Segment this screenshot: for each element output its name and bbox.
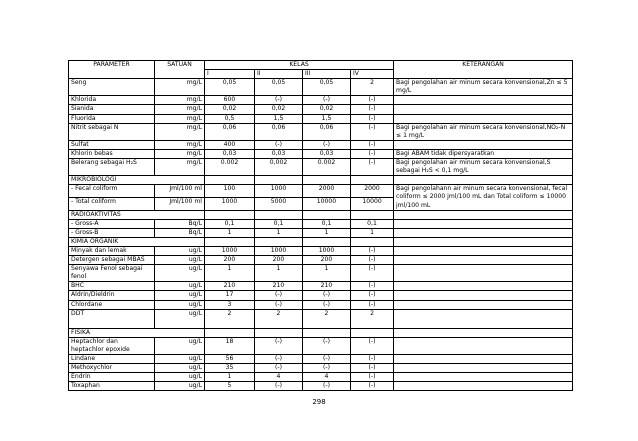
- unit-cell: mg/L: [155, 149, 205, 158]
- unit-cell: mg/L: [155, 105, 205, 114]
- class-1-cell: 2: [205, 309, 255, 328]
- note-cell: [394, 114, 573, 123]
- table-row: [69, 149, 573, 158]
- class-1-cell: 1000: [205, 197, 255, 210]
- parameter-cell: Heptachlor dan heptachlor epoxide: [69, 337, 155, 354]
- class-4-cell: 2000: [351, 185, 394, 198]
- class-3-cell: 0,1: [303, 219, 351, 228]
- parameter-cell: Belerang sebagai H₂S: [69, 159, 155, 176]
- parameter-cell: Methoxychlor: [69, 364, 155, 373]
- parameter-cell: Minyak dan lemak: [69, 246, 155, 255]
- table-row: [69, 373, 573, 382]
- parameter-cell: Sulfat: [69, 140, 155, 149]
- class-2-cell: 0,02: [255, 105, 303, 114]
- class-4-cell: (-): [351, 114, 394, 123]
- class-2-cell: (-): [255, 354, 303, 363]
- empty-cell: [303, 176, 351, 185]
- section-title: RADIOAKTIVITAS: [69, 210, 205, 219]
- note-cell: [394, 364, 573, 373]
- empty-cell: [394, 237, 573, 246]
- class-1-cell: 210: [205, 282, 255, 291]
- parameter-cell: Sianida: [69, 105, 155, 114]
- parameter-cell: Seng: [69, 79, 155, 96]
- class-2-cell: 1000: [255, 246, 303, 255]
- parameter-cell: Endrin: [69, 373, 155, 382]
- class-1-cell: 18: [205, 337, 255, 354]
- empty-cell: [351, 176, 394, 185]
- class-2-cell: 1: [255, 228, 303, 237]
- water-quality-table-sheet: [68, 60, 572, 391]
- class-1-cell: 3: [205, 300, 255, 309]
- class-4-cell: (-): [351, 140, 394, 149]
- class-1-cell: 1: [205, 228, 255, 237]
- table-row: [69, 219, 573, 228]
- class-3-cell: 1: [303, 228, 351, 237]
- class-4-cell: 0,1: [351, 219, 394, 228]
- header-class-3: III: [303, 70, 351, 79]
- unit-cell: ug/L: [155, 364, 205, 373]
- parameter-cell: Aldrin/Dieldrin: [69, 291, 155, 300]
- table-row: [69, 79, 573, 96]
- empty-cell: [205, 237, 255, 246]
- empty-cell: [255, 237, 303, 246]
- class-1-cell: 35: [205, 364, 255, 373]
- header-class-2: II: [255, 70, 303, 79]
- unit-cell: mg/L: [155, 96, 205, 105]
- note-cell: [394, 228, 573, 237]
- section-title: MIKROBIOLOGI: [69, 176, 205, 185]
- note-cell: [394, 300, 573, 309]
- section-title: FISIKA: [69, 328, 205, 337]
- class-3-cell: 1,5: [303, 114, 351, 123]
- section-header-row: [69, 210, 573, 219]
- note-cell: [394, 291, 573, 300]
- empty-cell: [394, 328, 573, 337]
- empty-cell: [351, 328, 394, 337]
- class-2-cell: (-): [255, 382, 303, 391]
- empty-cell: [255, 328, 303, 337]
- unit-cell: mg/L: [155, 123, 205, 140]
- table-row: [69, 354, 573, 363]
- class-3-cell: (-): [303, 364, 351, 373]
- class-3-cell: (-): [303, 96, 351, 105]
- unit-cell: ug/L: [155, 309, 205, 328]
- unit-cell: mg/L: [155, 79, 205, 96]
- class-3-cell: (-): [303, 291, 351, 300]
- class-4-cell: (-): [351, 159, 394, 176]
- note-cell: Bagi pengolahan air minum secara konvensional,S sebagai H₂S < 0,1 mg/L: [394, 159, 573, 176]
- empty-cell: [394, 176, 573, 185]
- empty-cell: [205, 176, 255, 185]
- class-1-cell: 0.002: [205, 159, 255, 176]
- class-4-cell: (-): [351, 282, 394, 291]
- class-3-cell: 0,05: [303, 79, 351, 96]
- class-3-cell: 2000: [303, 185, 351, 198]
- class-4-cell: (-): [351, 382, 394, 391]
- empty-cell: [255, 176, 303, 185]
- table-row: [69, 185, 573, 198]
- class-3-cell: (-): [303, 140, 351, 149]
- class-2-cell: 2: [255, 309, 303, 328]
- parameter-cell: Detergen sebagai MBAS: [69, 256, 155, 265]
- section-header-row: [69, 237, 573, 246]
- class-4-cell: (-): [351, 256, 394, 265]
- unit-cell: mg/L: [155, 159, 205, 176]
- table-row: [69, 140, 573, 149]
- parameter-cell: Nitrit sebagai N: [69, 123, 155, 140]
- table-row: [69, 228, 573, 237]
- note-cell: [394, 140, 573, 149]
- unit-cell: mg/L: [155, 114, 205, 123]
- table-row: [69, 282, 573, 291]
- class-2-cell: 1: [255, 265, 303, 282]
- water-quality-table: [68, 60, 573, 391]
- unit-cell: ug/L: [155, 282, 205, 291]
- table-row: [69, 291, 573, 300]
- class-2-cell: 1,5: [255, 114, 303, 123]
- page-number: 298: [312, 398, 326, 406]
- table-row: [69, 337, 573, 354]
- empty-cell: [255, 210, 303, 219]
- class-4-cell: (-): [351, 246, 394, 255]
- note-cell: [394, 282, 573, 291]
- class-4-cell: 2: [351, 309, 394, 328]
- class-4-cell: (-): [351, 96, 394, 105]
- note-cell: Bagi ABAM tidak dipersyaratkan: [394, 149, 573, 158]
- table-row: [69, 246, 573, 255]
- class-3-cell: 210: [303, 282, 351, 291]
- parameter-cell: Chlordane: [69, 300, 155, 309]
- class-3-cell: 0,06: [303, 123, 351, 140]
- class-4-cell: (-): [351, 149, 394, 158]
- class-1-cell: 5: [205, 382, 255, 391]
- table-row: [69, 364, 573, 373]
- note-cell: [394, 337, 573, 354]
- table-row: [69, 159, 573, 176]
- class-2-cell: 200: [255, 256, 303, 265]
- class-3-cell: (-): [303, 354, 351, 363]
- section-title: KIMIA ORGANIK: [69, 237, 205, 246]
- class-4-cell: 1: [351, 228, 394, 237]
- parameter-cell: DDT: [69, 309, 155, 328]
- table-row: [69, 309, 573, 328]
- class-4-cell: 2: [351, 79, 394, 96]
- note-cell: [394, 256, 573, 265]
- class-1-cell: 56: [205, 354, 255, 363]
- class-2-cell: 210: [255, 282, 303, 291]
- class-1-cell: 200: [205, 256, 255, 265]
- class-1-cell: 0,05: [205, 79, 255, 96]
- parameter-cell: - Gross-A: [69, 219, 155, 228]
- class-4-cell: (-): [351, 364, 394, 373]
- class-3-cell: 0,03: [303, 149, 351, 158]
- class-3-cell: 2: [303, 309, 351, 328]
- class-2-cell: 1000: [255, 185, 303, 198]
- note-cell: Bagi pengolahan air minum secara konvensional,Zn ≤ 5 mg/L: [394, 79, 573, 96]
- empty-cell: [205, 210, 255, 219]
- class-3-cell: (-): [303, 337, 351, 354]
- class-4-cell: (-): [351, 337, 394, 354]
- unit-cell: ug/L: [155, 382, 205, 391]
- class-1-cell: 100: [205, 185, 255, 198]
- table-row: [69, 96, 573, 105]
- class-2-cell: 4: [255, 373, 303, 382]
- table-row: [69, 300, 573, 309]
- note-cell: [394, 219, 573, 228]
- note-cell: [394, 96, 573, 105]
- table-row: [69, 114, 573, 123]
- class-3-cell: 1000: [303, 246, 351, 255]
- unit-cell: ug/L: [155, 337, 205, 354]
- note-cell: [394, 382, 573, 391]
- class-1-cell: 0,1: [205, 219, 255, 228]
- class-2-cell: (-): [255, 337, 303, 354]
- table-row: [69, 123, 573, 140]
- table-row: [69, 256, 573, 265]
- parameter-cell: Khlorin bebas: [69, 149, 155, 158]
- class-1-cell: 1: [205, 265, 255, 282]
- section-header-row: [69, 328, 573, 337]
- empty-cell: [351, 210, 394, 219]
- class-3-cell: (-): [303, 382, 351, 391]
- class-3-cell: 0.002: [303, 159, 351, 176]
- class-4-cell: (-): [351, 123, 394, 140]
- note-cell: Bagi pengolahan air minum secara konvensional,NO₂-N ≤ 1 mg/L: [394, 123, 573, 140]
- header-satuan: SATUAN: [155, 61, 205, 79]
- header-parameter: PARAMETER: [69, 61, 155, 79]
- class-3-cell: 200: [303, 256, 351, 265]
- parameter-cell: Senyawa Fenol sebagai fenol: [69, 265, 155, 282]
- unit-cell: ug/L: [155, 354, 205, 363]
- class-3-cell: 1: [303, 265, 351, 282]
- note-cell: [394, 309, 573, 328]
- class-2-cell: 0,1: [255, 219, 303, 228]
- parameter-cell: Khlorida: [69, 96, 155, 105]
- class-4-cell: (-): [351, 300, 394, 309]
- unit-cell: ug/L: [155, 373, 205, 382]
- class-2-cell: (-): [255, 300, 303, 309]
- class-2-cell: (-): [255, 96, 303, 105]
- class-1-cell: 0,03: [205, 149, 255, 158]
- section-header-row: [69, 176, 573, 185]
- class-1-cell: 400: [205, 140, 255, 149]
- table-body: [69, 61, 573, 391]
- class-3-cell: 10000: [303, 197, 351, 210]
- class-1-cell: 600: [205, 96, 255, 105]
- unit-cell: ug/L: [155, 265, 205, 282]
- class-2-cell: 0,06: [255, 123, 303, 140]
- unit-cell: ug/L: [155, 256, 205, 265]
- empty-cell: [303, 237, 351, 246]
- header-keterangan: KETERANGAN: [394, 61, 573, 79]
- class-3-cell: 4: [303, 373, 351, 382]
- parameter-cell: - Gross-B: [69, 228, 155, 237]
- class-2-cell: (-): [255, 140, 303, 149]
- class-2-cell: 0,002: [255, 159, 303, 176]
- parameter-cell: - Total coliform: [69, 197, 155, 210]
- unit-cell: ug/L: [155, 291, 205, 300]
- note-cell: [394, 265, 573, 282]
- unit-cell: ug/L: [155, 300, 205, 309]
- empty-cell: [205, 328, 255, 337]
- table-row: [69, 265, 573, 282]
- unit-cell: ug/L: [155, 246, 205, 255]
- unit-cell: Bq/L: [155, 228, 205, 237]
- unit-cell: Bq/L: [155, 219, 205, 228]
- class-2-cell: 0,05: [255, 79, 303, 96]
- class-2-cell: (-): [255, 291, 303, 300]
- parameter-cell: Lindane: [69, 354, 155, 363]
- class-1-cell: 17: [205, 291, 255, 300]
- empty-cell: [303, 210, 351, 219]
- parameter-cell: - Fecal coliform: [69, 185, 155, 198]
- note-cell: Bagi pengolahann air minum secara konvensional, fecal coliform ≤ 2000 jml/100 mL dan Total coliform ≤ 10000 jml/100 mL: [394, 185, 573, 210]
- empty-cell: [394, 210, 573, 219]
- class-3-cell: (-): [303, 300, 351, 309]
- class-1-cell: 1: [205, 373, 255, 382]
- class-2-cell: 5000: [255, 197, 303, 210]
- note-cell: [394, 246, 573, 255]
- class-4-cell: 10000: [351, 197, 394, 210]
- class-4-cell: (-): [351, 354, 394, 363]
- class-3-cell: 0,02: [303, 105, 351, 114]
- parameter-cell: Toxaphan: [69, 382, 155, 391]
- class-4-cell: (-): [351, 373, 394, 382]
- unit-cell: Jml/100 ml: [155, 197, 205, 210]
- note-cell: [394, 373, 573, 382]
- class-1-cell: 1000: [205, 246, 255, 255]
- class-2-cell: (-): [255, 364, 303, 373]
- class-4-cell: (-): [351, 291, 394, 300]
- note-cell: [394, 105, 573, 114]
- empty-cell: [303, 328, 351, 337]
- class-4-cell: (-): [351, 265, 394, 282]
- table-row: [69, 105, 573, 114]
- parameter-cell: BHC: [69, 282, 155, 291]
- class-2-cell: 0,03: [255, 149, 303, 158]
- unit-cell: mg/L: [155, 140, 205, 149]
- class-4-cell: (-): [351, 105, 394, 114]
- header-class-4: IV: [351, 70, 394, 79]
- class-1-cell: 0,5: [205, 114, 255, 123]
- header-row: [69, 61, 573, 70]
- class-1-cell: 0,06: [205, 123, 255, 140]
- header-kelas: KELAS: [205, 61, 394, 70]
- parameter-cell: Fluorida: [69, 114, 155, 123]
- header-class-1: I: [205, 70, 255, 79]
- empty-cell: [351, 237, 394, 246]
- unit-cell: Jml/100 ml: [155, 185, 205, 198]
- class-1-cell: 0,02: [205, 105, 255, 114]
- table-row: [69, 382, 573, 391]
- note-cell: [394, 354, 573, 363]
